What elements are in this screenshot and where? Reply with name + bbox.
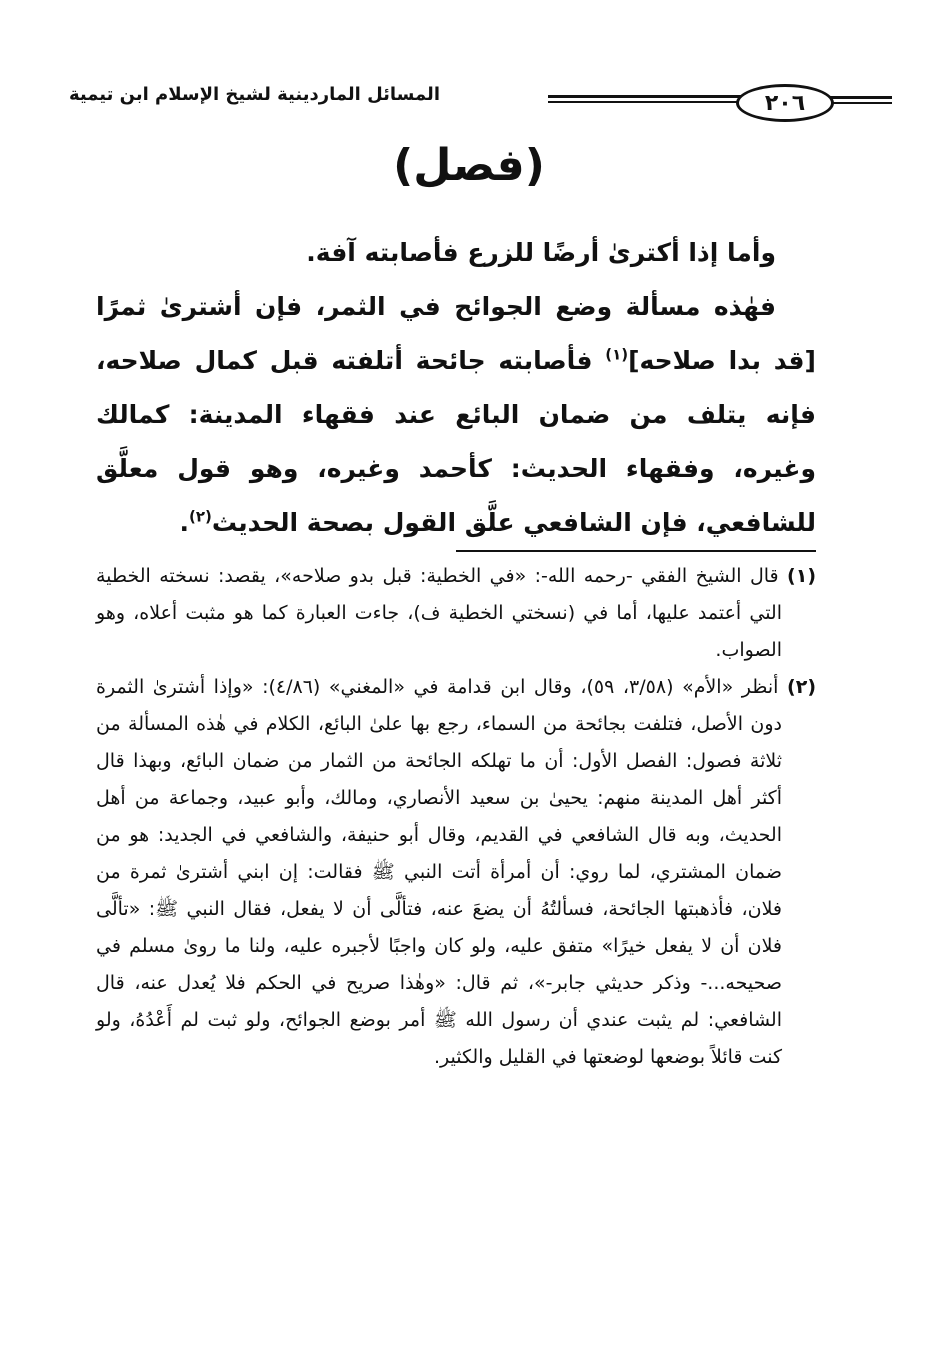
paragraph-text: . <box>179 508 189 537</box>
footnote <box>96 669 816 1076</box>
page-number-ornament <box>824 96 892 99</box>
page-number: ٢٠٦ <box>736 84 834 122</box>
footnote-reference[interactable]: (٢) <box>188 507 212 526</box>
running-header <box>68 84 816 120</box>
paragraph-text: فهٰذه مسألة وضع الجوائح في الثمر، فإن أشترىٰ ثمرًا [قد بدا صلاحه] <box>96 292 816 375</box>
paragraph <box>96 280 816 550</box>
paragraph: وأما إذا أكترىٰ أرضًا للزرع فأصابته آفة. <box>306 238 776 267</box>
paragraph-text: فأصابته جائحة أتلفته قبل كمال صلاحه، فإنه يتلف من ضمان البائع عند فقهاء المدينة: كمالك وغيره، وفقهاء الحديث: كأحمد وغيره، وهو قول معلَّق للشافعي، فإن الشافعي علَّق القول بصحة الحديث <box>96 346 816 537</box>
running-title: المسائل الماردينية لشيخ الإسلام ابن تيمية <box>65 84 444 105</box>
footnote <box>96 558 816 669</box>
page-number-ornament <box>824 102 892 104</box>
footnotes <box>96 558 816 1076</box>
footnote-separator <box>456 550 816 552</box>
main-text <box>96 226 816 550</box>
footnote-text: قال الشيخ الفقي -رحمه الله-: «في الخطية: قبل بدو صلاحه»، يقصد: نسخته الخطية التي أعتمد عليها، أما في (نسختي الخطية ف)، جاءت العبارة كما هو مثبت أعلاه، وهو الصواب. <box>96 565 782 661</box>
footnote-text: أنظر «الأم» (٣/٥٨، ٥٩)، وقال ابن قدامة في «المغني» (٤/٨٦): «وإذا أشترىٰ الثمرة دون الأصل، فتلفت بجائحة من السماء، رجع بها علىٰ البائع، الكلام في هٰذه المسألة من ثلاثة فصول: الفصل الأول: أن ما تهلكه الجائحة من الثمار من ضمان البائع، وبهذا قال أكثر أهل المدينة منهم: يحيىٰ بن سعيد الأنصاري، ومالك، وأبو عبيد، وجماعة من أهل الحديث، وبه قال الشافعي في القديم، وقال أبو حنيفة، والشافعي في الجديد: هو من ضمان المشتري، لما روي: أن أمرأة أتت النبي ﷺ فقالت: إن ابني أشترىٰ ثمرة من فلان، فأذهبتها الجائحة، فسألتُهُ أن يضعَ عنه، فتألَّى أن لا يفعل، فقال النبي ﷺ: «تألَّى فلان أن لا يفعل خيرًا» متفق عليه، ولو كان واجبًا لأجبره عليه، ولنا ما روىٰ مسلم في صحيحه...- وذكر حديثي جابر-»، ثم قال: «وهٰذا صريح في الحكم فلا يُعدل عنه، قال الشافعي: لم يثبت عندي أن رسول الله ﷺ أمر بوضع الجوائح، ولو ثبت لم أَعْدُهُ، ولو كنت قائلاً بوضعها لوضعتها في القليل والكثير. <box>96 676 782 1068</box>
footnote-mark: (١) <box>787 565 816 587</box>
footnote-reference[interactable]: (١) <box>605 345 629 364</box>
section-title: (فصل) <box>393 140 545 191</box>
footnote-mark: (٢) <box>787 676 816 698</box>
